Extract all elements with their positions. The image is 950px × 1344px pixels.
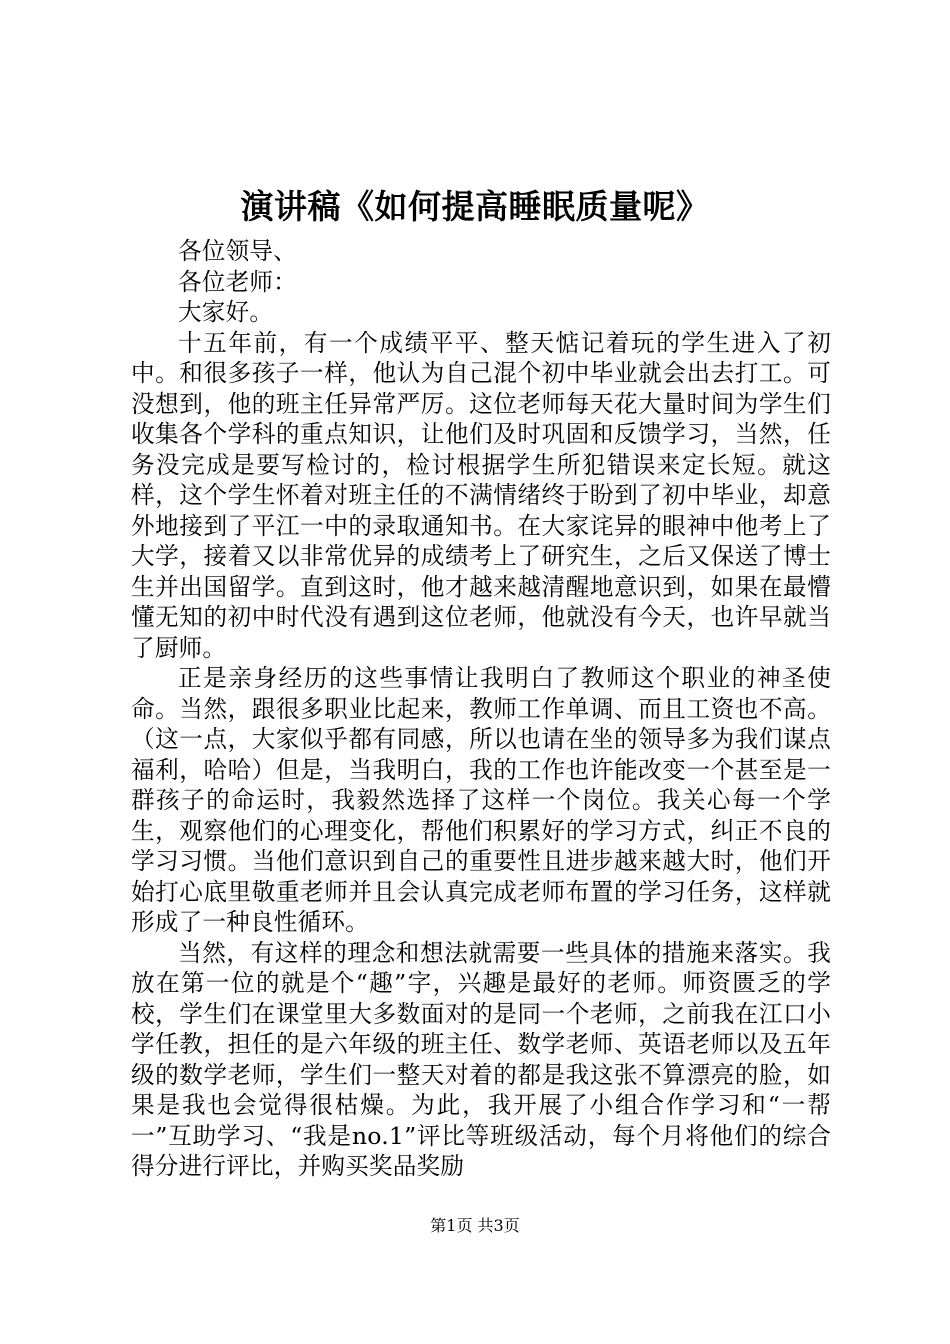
greeting-line: 各位老师： [178, 267, 297, 296]
greeting-line: 大家好。 [178, 298, 274, 326]
body-paragraph: 十五年前，有一个成绩平平、整天惦记着玩的学生进入了初中。和很多孩子一样，他认为自己混个初中毕业就会出去打工。可没想到，他的班主任异常严厉。这位老师每天花大量时间为学生们收集各个学科的重点知识，让他们及时巩固和反馈学习，当然，任务没完成是要写检讨的，检讨根据学生所犯错误来定长短。就这样，这个学生怀着对班主任的不满情绪终于盼到了初中毕业，却意外地接到了平江一中的录取通知书。在大家诧异的眼神中他考上了大学，接着又以非常优异的成绩考上了研究生，之后又保送了博士生并出国留学。直到这时，他才越来越清醒地意识到，如果在最懵懂无知的初中时代没有遇到这位老师，他就没有今天，也许早就当了厨师。 [131, 328, 831, 662]
body-paragraph: 当然，有这样的理念和想法就需要一些具体的措施来落实。我放在第一位的就是个“趣”字，兴趣是最好的老师。师资匮乏的学校，学生们在课堂里大多数面对的是同一个老师，之前我在江口小学任教，担任的是六年级的班主任、数学老师、英语老师以及五年级的数学老师，学生们一整天对着的都是我这张不算漂亮的脸，如果是我也会觉得很枯燥。为此，我开展了小组合作学习和“一帮一”互助学习、“我是no.1”评比等班级活动，每个月将他们的综合得分进行评比，并购买奖品奖励 [131, 938, 831, 1180]
document-title: 演讲稿《如何提高睡眠质量呢》 [240, 187, 710, 226]
document-body [131, 236, 831, 1182]
body-paragraph: 正是亲身经历的这些事情让我明白了教师这个职业的神圣使命。当然，跟很多职业比起来，教师工作单调、而且工资也不高。（这一点，大家似乎都有同感，所以也请在坐的领导多为我们谋点福利，哈哈）但是，当我明白，我的工作也许能改变一个甚至是一群孩子的命运时，我毅然选择了这样一个岗位。我关心每一个学生，观察他们的心理变化，帮他们积累好的学习方式，纠正不良的学习习惯。当他们意识到自己的重要性且进步越来越大时，他们开始打心底里敬重老师并且会认真完成老师布置的学习任务，这样就形成了一种良性循环。 [131, 664, 831, 936]
greeting-line: 各位领导、 [178, 237, 297, 265]
page-number: 第1页 共3页 [430, 1216, 520, 1235]
